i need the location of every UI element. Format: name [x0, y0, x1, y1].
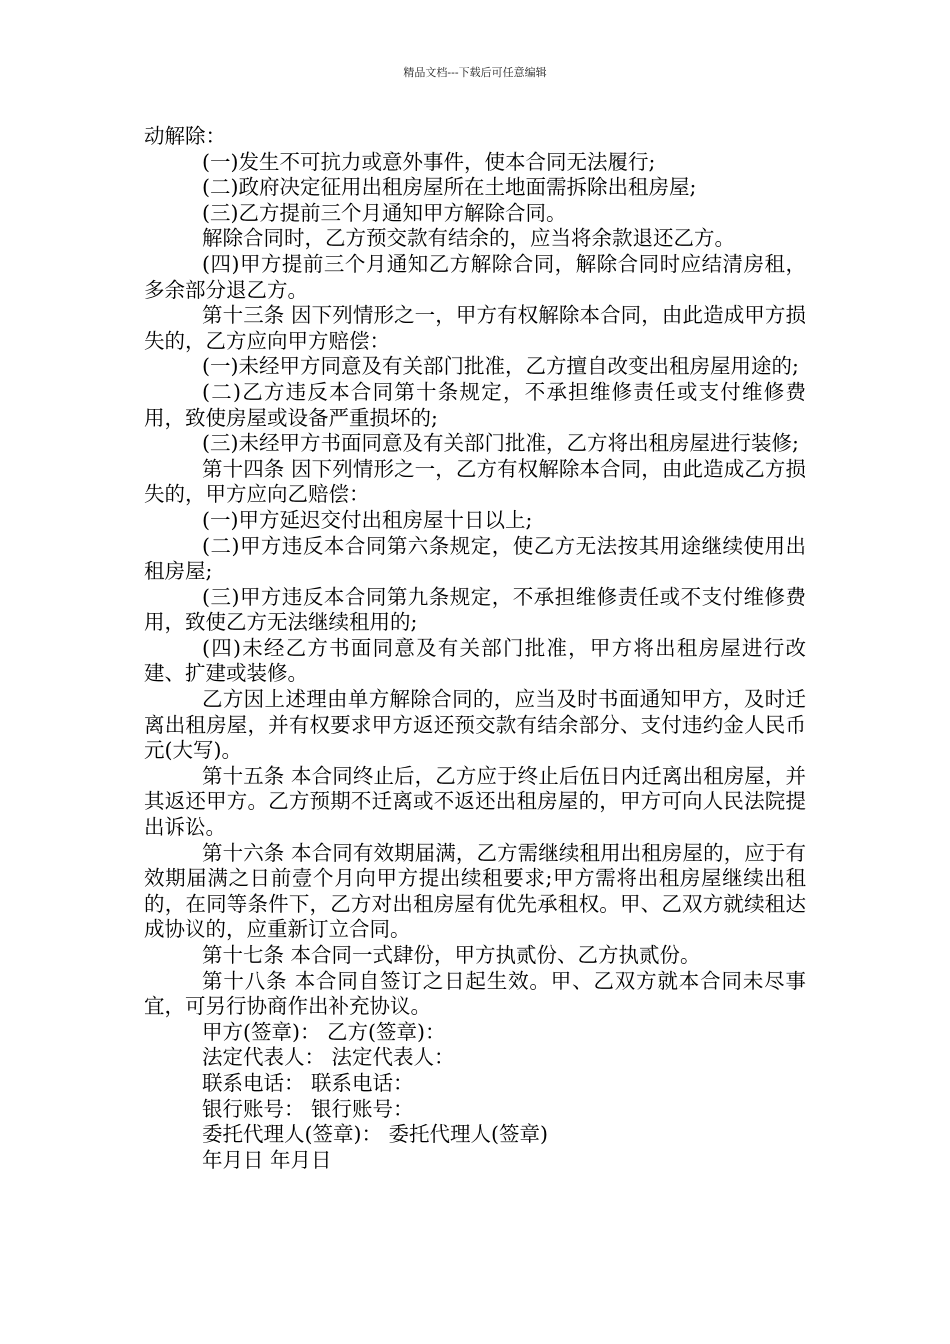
- signature-line: 联系电话： 联系电话：: [202, 1070, 414, 1095]
- page-header: 精品文档---下载后可任意编辑: [403, 66, 547, 79]
- paragraph: (四)未经乙方书面同意及有关部门批准，甲方将出租房屋进行改建、扩建或装修。: [144, 635, 806, 686]
- paragraph: (二)乙方违反本合同第十条规定，不承担维修责任或支付维修费用，致使房屋或设备严重损坏的;: [144, 379, 806, 430]
- paragraph: (三)甲方违反本合同第九条规定，不承担维修责任或不支付维修费用，致使乙方无法继续租用的;: [144, 584, 806, 635]
- paragraph: (三)未经甲方书面同意及有关部门批准，乙方将出租房屋进行装修;: [202, 431, 799, 456]
- paragraph: (四)甲方提前三个月通知乙方解除合同，解除合同时应结清房租，多余部分退乙方。: [144, 251, 806, 302]
- clause-13: 第十三条 因下列情形之一，甲方有权解除本合同，由此造成甲方损失的，乙方应向甲方赔偿：: [144, 303, 806, 353]
- document-body: [144, 124, 806, 1173]
- paragraph: (二)政府决定征用出租房屋所在土地面需拆除出租房屋;: [202, 175, 697, 200]
- clause-18: 第十八条 本合同自签订之日起生效。甲、乙双方就本合同未尽事宜，可另行协商作出补充协议。: [144, 968, 806, 1019]
- clause-16: 第十六条 本合同有效期届满，乙方需继续租用出租房屋的，应于有效期届满之日前壹个月向甲方提出续租要求;甲方需将出租房屋继续出租的，在同等条件下，乙方对出租房屋有优先承租权。甲、乙双方就续租达成协议的，应重新订立合同。: [144, 840, 806, 942]
- paragraph: (二)甲方违反本合同第六条规定，使乙方无法按其用途继续使用出租房屋;: [144, 533, 806, 584]
- paragraph: (一)未经甲方同意及有关部门批准，乙方擅自改变出租房屋用途的;: [202, 354, 799, 379]
- signature-line: 委托代理人(签章)： 委托代理人(签章): [202, 1122, 549, 1147]
- paragraph: 动解除：: [144, 124, 226, 148]
- signature-line: 甲方(签章)： 乙方(签章)：: [202, 1019, 446, 1044]
- paragraph: 解除合同时，乙方预交款有结余的，应当将余款退还乙方。: [202, 226, 735, 251]
- paragraph: (一)甲方延迟交付出租房屋十日以上;: [202, 507, 533, 532]
- paragraph: (三)乙方提前三个月通知甲方解除合同。: [202, 200, 567, 225]
- paragraph: 乙方因上述理由单方解除合同的，应当及时书面通知甲方，及时迁离出租房屋，并有权要求甲方返还预交款有结余部分、支付违约金人民币 元(大写)。: [144, 687, 806, 763]
- clause-15: 第十五条 本合同终止后，乙方应于终止后伍日内迁离出租房屋，并其返还甲方。乙方预期不迁离或不返还出租房屋的，甲方可向人民法院提出诉讼。: [144, 763, 806, 840]
- date-line: 年月日 年月日: [202, 1147, 332, 1172]
- signature-line: 法定代表人： 法定代表人：: [202, 1045, 455, 1070]
- paragraph: (一)发生不可抗力或意外事件，使本合同无法履行;: [202, 149, 656, 174]
- signature-line: 银行账号： 银行账号：: [202, 1096, 414, 1121]
- clause-17: 第十七条 本合同一式肆份，甲方执贰份、乙方执贰份。: [202, 943, 701, 967]
- clause-14: 第十四条 因下列情形之一，乙方有权解除本合同，由此造成乙方损失的，甲方应向乙赔偿：: [144, 456, 806, 507]
